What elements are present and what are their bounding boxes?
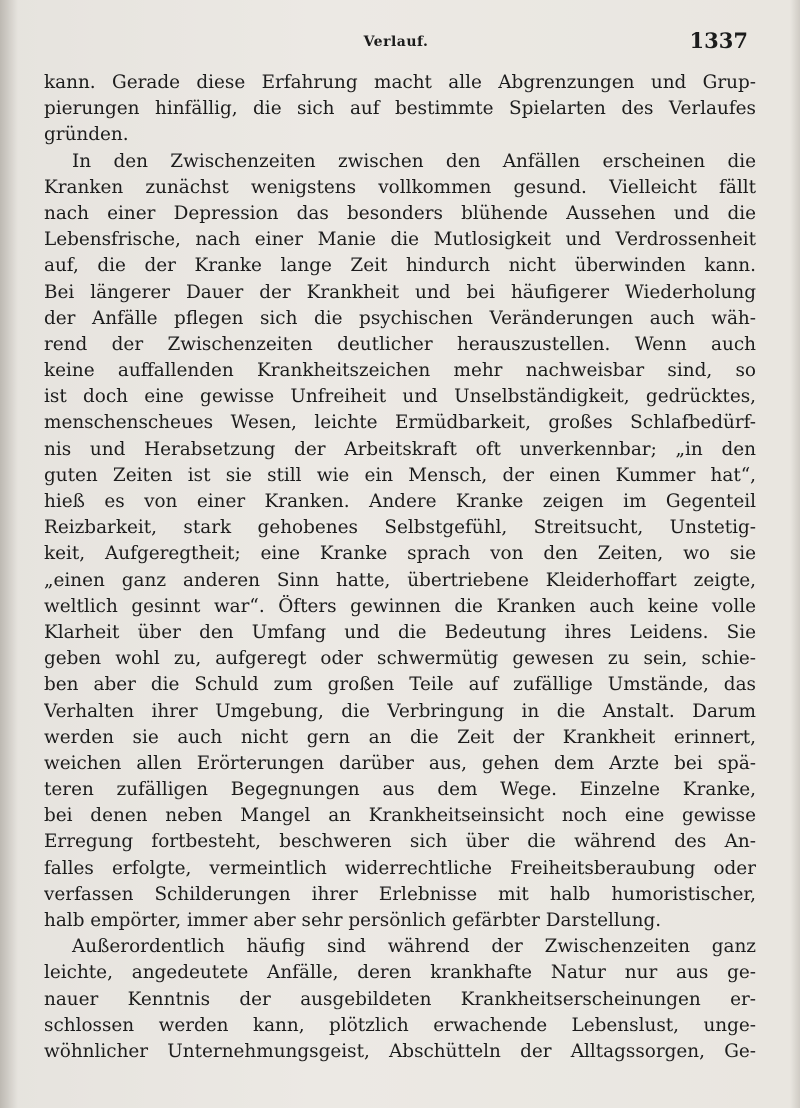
text-line: schlossen werden kann, plötzlich erwachende Lebenslust, unge- bbox=[44, 1014, 756, 1036]
text-line: hieß es von einer Kranken. Andere Kranke zeigen im Gegenteil bbox=[44, 491, 756, 512]
body-text bbox=[44, 70, 756, 1065]
text-line: guten Zeiten ist sie still wie ein Mensch, der einen Kummer hat“, bbox=[44, 464, 756, 486]
page-edge-shadow bbox=[790, 0, 800, 1108]
text-line: werden sie auch nicht gern an die Zeit der Krankheit erinnert, bbox=[44, 726, 756, 748]
text-line: falles erfolgte, vermeintlich widerrechtliche Freiheitsberaubung oder bbox=[44, 857, 756, 879]
text-line: Außerordentlich häufig sind während der Zwischenzeiten ganz bbox=[72, 936, 756, 958]
text-line: Reizbarkeit, stark gehobenes Selbstgefühl, Streitsucht, Unstetig- bbox=[44, 517, 756, 539]
text-line: auf, die der Kranke lange Zeit hindurch nicht überwinden kann. bbox=[44, 255, 756, 277]
text-line: ben aber die Schuld zum großen Teile auf zufällige Umstände, das bbox=[44, 674, 756, 696]
text-line: nauer Kenntnis der ausgebildeten Krankheitserscheinungen er- bbox=[44, 988, 756, 1010]
text-line: geben wohl zu, aufgeregt oder schwermütig gewesen zu sein, schie- bbox=[44, 648, 756, 670]
text-line: weltlich gesinnt war“. Öfters gewinnen die Kranken auch keine volle bbox=[44, 595, 756, 617]
text-line: In den Zwischenzeiten zwischen den Anfällen erscheinen die bbox=[72, 150, 756, 172]
text-line: Klarheit über den Umfang und die Bedeutung ihres Leidens. Sie bbox=[44, 621, 756, 643]
text-line: nis und Herabsetzung der Arbeitskraft oft unverkennbar; „in den bbox=[44, 438, 756, 460]
text-line: weichen allen Erörterungen darüber aus, gehen dem Arzte bei spä- bbox=[44, 752, 756, 774]
text-line: kann. Gerade diese Erfahrung macht alle Abgrenzungen und Grup- bbox=[44, 72, 756, 93]
text-line: keit, Aufgeregtheit; eine Kranke sprach von den Zeiten, wo sie bbox=[44, 543, 756, 565]
text-line: Bei längerer Dauer der Krankheit und bei häufigerer Wiederholung bbox=[44, 281, 756, 303]
text-line: menschenscheues Wesen, leichte Ermüdbarkeit, großes Schlafbedürf- bbox=[44, 412, 756, 434]
text-line: der Anfälle pflegen sich die psychischen Veränderungen auch wäh- bbox=[44, 307, 756, 329]
page-gutter-shadow bbox=[0, 0, 18, 1108]
text-line: ist doch eine gewisse Unfreiheit und Unselbständigkeit, gedrücktes, bbox=[44, 386, 756, 408]
text-line: Erregung fortbesteht, beschweren sich über die während des An- bbox=[44, 831, 756, 853]
text-line: rend der Zwischenzeiten deutlicher herauszustellen. Wenn auch bbox=[44, 333, 756, 355]
text-line: Verhalten ihrer Umgebung, die Verbringung in die Anstalt. Darum bbox=[44, 700, 756, 722]
text-line: verfassen Schilderungen ihrer Erlebnisse mit halb humoristischer, bbox=[44, 883, 756, 905]
text-line: pierungen hinfällig, die sich auf bestimmte Spielarten des Verlaufes bbox=[44, 98, 756, 120]
text-line: leichte, angedeutete Anfälle, deren krankhafte Natur nur aus ge- bbox=[44, 962, 756, 984]
text-line: Kranken zunächst wenigstens vollkommen gesund. Vielleicht fällt bbox=[44, 176, 756, 198]
text-line: teren zufälligen Begegnungen aus dem Wege. Einzelne Kranke, bbox=[44, 779, 756, 801]
text-line: keine auffallenden Krankheitszeichen mehr nachweisbar sind, so bbox=[44, 360, 756, 382]
running-header bbox=[44, 30, 748, 60]
text-line: bei denen neben Mangel an Krankheitseinsicht noch eine gewisse bbox=[44, 805, 756, 827]
page-number: 1337 bbox=[689, 28, 748, 53]
text-line: gründen. bbox=[44, 124, 129, 146]
text-line: „einen ganz anderen Sinn hatte, übertriebene Kleiderhoffart zeigte, bbox=[44, 569, 756, 591]
text-line: nach einer Depression das besonders blühende Aussehen und die bbox=[44, 202, 756, 224]
running-title: Verlauf. bbox=[363, 34, 429, 50]
text-line: Lebensfrische, nach einer Manie die Mutlosigkeit und Verdrossenheit bbox=[44, 229, 756, 251]
text-line: halb empörter, immer aber sehr persönlich gefärbter Darstellung. bbox=[44, 910, 662, 931]
text-line: wöhnlicher Unternehmungsgeist, Abschütteln der Alltagssorgen, Ge- bbox=[44, 1040, 756, 1062]
